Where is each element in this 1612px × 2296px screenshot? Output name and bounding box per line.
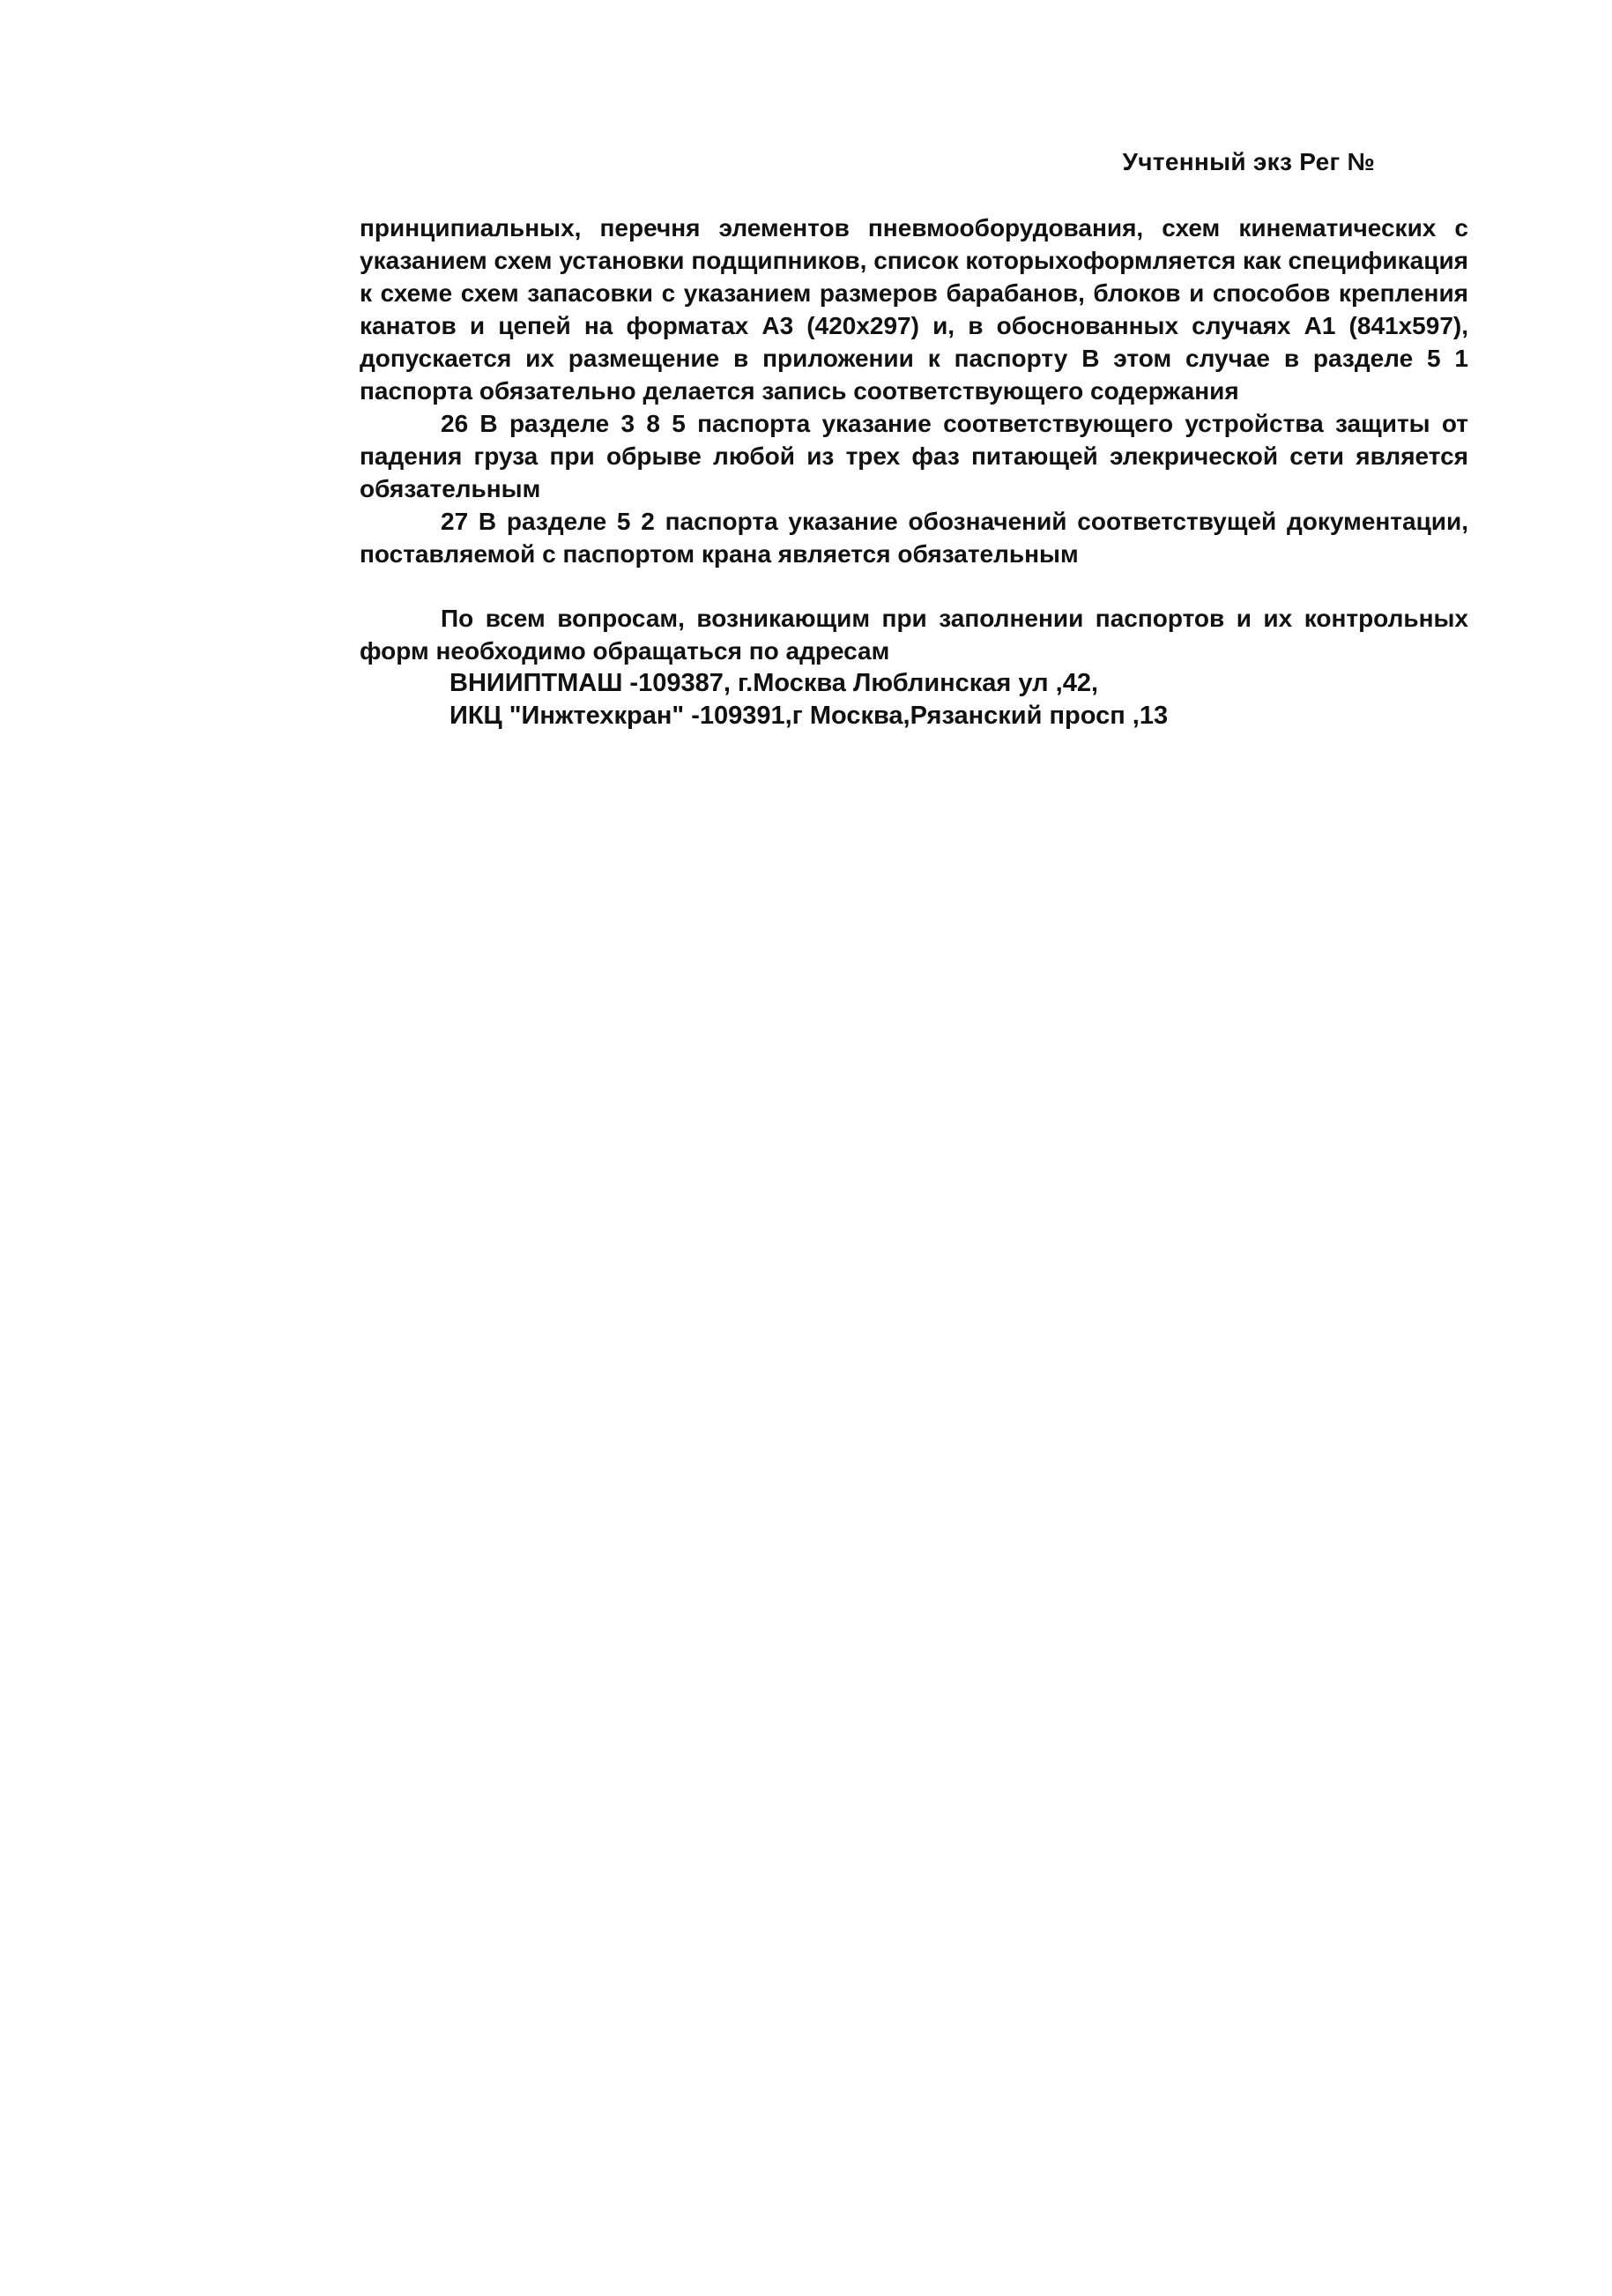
paragraph-27: 27 В разделе 5 2 паспорта указание обозначений соответствущей документации, поставляемой с паспортом крана является обязательным <box>360 508 1468 568</box>
contact-paragraph: По всем вопросам, возникающим при заполнении паспортов и их контрольных форм необходимо обращаться по адресам <box>360 605 1468 665</box>
address-inzhtehkran: ИКЦ "Инжтехкран" -109391,г Москва,Рязанский просп ,13 <box>449 702 1169 730</box>
paragraph-26: 26 В разделе 3 8 5 паспорта указание соответствующего устройства защиты от падения груза при обрыве любой из трех фаз питающей элекрической сети является обязательным <box>360 410 1468 502</box>
document-body <box>360 212 1468 732</box>
paragraph-spacer <box>360 570 1468 602</box>
registration-note: Учтенный экз Рег № <box>1122 148 1375 175</box>
address-vniiptmash: ВНИИПТМАШ -109387, г.Москва Люблинская ул ,42, <box>449 669 1099 697</box>
paragraph-continuation: принципиальных, перечня элементов пневмооборудования, схем кинематических с указанием схем установки подщипников, список которыхоформляется как спецификация к схеме схем запасовки с указанием размеров барабанов, блоков и способов крепления канатов и цепей на форматах А3 (420х297) и, в обоснованных случаях А1 (841х597), допускается их размещение в приложении к паспорту В этом случае в разделе 5 1 паспорта обязательно делается запись соответствующего содержания <box>360 214 1468 405</box>
